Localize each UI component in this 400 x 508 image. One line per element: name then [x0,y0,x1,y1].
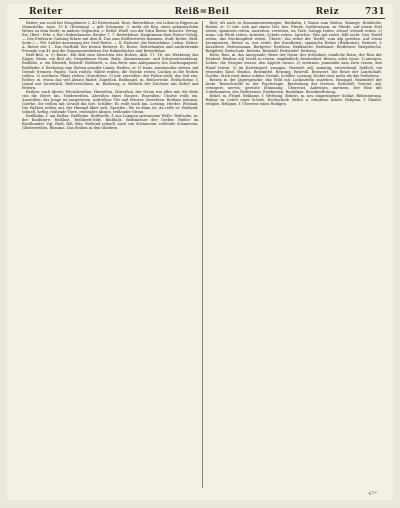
header-center-catchword: Reiß=Beil [174,7,230,17]
left-column [19,21,202,488]
right-column [202,21,386,488]
left-column-paragraph: Reiter; nur noch bei Neugebauer 2, 43 Reiterstand, Ross, Reiterfahne; ein Lehen in Rippen an Mannshöhe. Ausz. 15 b. (Hornung) — gelt Schanzen. 3. mehr als Reg. einer geharnischten Wehre zu dem Dorfe; in andern Gegenden; s. Rößel. Ehrfl. von der Stirn Reiter. Rosscht. Vertag. Sie. (Reit.: Frhr. v. Rw.) Bobenhausen: Bruder 7, 7: Reiterfahne; Hauptmann über Reiter-Gefolg. — Des Freiherrn Gattung führte mit dem R. Das zum Stellvertreter kommen. Stall.-Reiter. (Beil. Seite.) — Prf. Sattler-Anweisung der Graf Reiter. — II. Reiterei; die Reiterfahne. Lehen. Reiter: A. Reiter der 1.: Das Dorfbild. der fernen Reiterei. R.: Rosse, Reiterhaufen und nachreitende Freunde von 41 und die Dragonereinheiten der Hakenbüchse und Reiterfahne. [22,21,199,54]
left-column-paragraph: Reiß-Beil, n. 1) Bauw.: Ein Beil zum Zurichten des Holzes, Abb. 17. 18. ein Werkzeug das Sägen, Eisen, ein Beil als: Neugebauer Eisen: Rabe, Zimmermanns- und Schreinerwerkzeug. Reißblei, n. ein Bleistift, Rotstift. Reißbrett, n. das Brett zum Aufspannen des Zeichenpapiers. Reißfeder, f. Werkzeug zum Ziehen gerader Linien. Reißen, st. 1) trans. auseinander ziehen, mit Gewalt trennen: Papier, Tuch reißen; Nähte reißen; die Stricke rissen; Lücken in die Reihen reißen. 2) zeichnen: Pläne reißen, Grundrisse. 3) intr. zerreißen: der Faden reißt, das Seil riss. Reißer, m. etwas das viel Absatz findet; Zugstück. Reißnagel, m. Reißzwecke. Reißschiene, f. Lineal mit Querstück. Reißverschluss, m. Reißzeug, n. Besteck der Zeichner mit Zirkel und Federn. [22,53,199,90]
header-left-catchword: Reiter [29,7,63,17]
header-rule [19,18,385,19]
left-column-paragraph: Reißen: auch übertr. Fürsichreißen, Hinreißen, Mitreißen. der Strom riss alles mit; die Rede riss die Hörer hin. Niederreißen, Abreißen eines Hauses. Einreißen: Unsitte reißt ein. Ausreißen: der Junge ist ausgerissen. Aufreißen: Tür und Fenster. Zerreißen. Reißaus nehmen. Goethe: Sie reißen mit Gewalt ihn fort. Schiller: Es reißt mich hin. Lessing. Herder. Wieland. Die Wolken reißen auf, der Himmel klärt sich. Sprichw.: Wo es dünn ist, da reißt es. Reißend: schnell, heftig; reißende Tiere, reißender Absatz, reißender Strom. [22,89,199,115]
right-column-paragraph: Reit; oft auch in Zusammensetzungen. Reitbahn, f. Raum zum Reiten, Manege. Reitdecke. Reiten, st. 1) intr. sich auf einem Tier, bes. Pferde, fortbewegen: zu Pferde, auf einem Esel reiten; spazieren reiten, ausreiten, vorreiten; im Trab, Galopp reiten; scharf, schnell reiten. 2) trans. ein Pferd reiten, zureiten; Schule reiten. Sprichw.: Wer gut reitet, fällt nicht. Den Teufel reiten; das Steckenpferd reiten. Übertr.: ihn reitet der Teufel; vom Alp geritten. Auf etwas herumreiten. Reiter, m. wer reitet; der Kavallerist; spanische Reiter (Hindernis). Reiterei, f. Kavallerie. Reitersmann. Reitgerte. Reithose. Reitknecht. Reitkunst. Reitlehrer. Reitpeitsche. Reitpferd. Reitschule. Reitsitz. Reitstall. Reitstiefel. Reitweg. [205,21,382,54]
header-right-catchword: Reiz [315,7,339,17]
right-column-paragraph: Reizen in der Jägersprache: das Wild mit Lockmitteln anziehen. Reizjagd. Reizmittel der Ärzte. Reizschwelle in der Psychologie. Reizleitung der Nerven. Reizstoff. Gereizt, adj. verärgert, nervös; gereizte Stimmung. Überreizt. Aufreizen, anreizen. Der Reiz des Unbekannten, des Verbotenen. Reizhusten. Reizklima. Reizüberflutung. [205,77,382,94]
page-number: 731 [365,7,385,17]
printer-signature: 47* [368,491,377,497]
right-column-paragraph: Reitz, Reiz, m. das Anregende; Reize der Natur, der Schönheit; sinnliche Reize; der Reiz der Neuheit. Reizbar, adj. leicht zu reizen, empfindlich; Reizbarkeit. Reizen, schw. trans. 1) anregen, locken: die Neugier reizen, den Appetit reizen. 2) erzürnen: jemanden zum Zorn reizen, den Hund reizen. 3) im Kartenspiel: ansagen. Reizend, adj. anmutig, entzückend, lieblich; ein reizendes Kind. Reizlos. Reizmittel. Reizung. Reizvoll. Reizwort. Die Reize der Landschaft. Goethe: Mich reizt deine schöne Gestalt. Schiller. Lessing: Nichts reizt mehr als das Verbotene. [205,53,382,78]
text-columns [19,21,385,488]
left-column-paragraph: Reißbahn, f. am Ballon. Reißleine. Reißwolle, f. aus Lumpen gewonnene Wolle. Reißzahn, m. der Raubtiere. Reißlust. Reißbrett-Stift. Reißholz. Reißmesser der Gerber. Reißer im Buchhandel. Vgl. Rieß, Riß, Ritz. Reißend schnell, auch von Schmerzen: reißende Schmerzen, Gliederreißen, Rheuma. Das Reißen in den Gliedern. [22,114,199,131]
dictionary-page [7,4,393,500]
right-column-paragraph: Rekel, m. Flegel. Reklame, f. Werbung. Rekrut, m. neu eingezogener Soldat; Rekrutierung. Rektor, m. Leiter einer Schule, Hochschule. Relief, n. erhabene Arbeit. Religion, f. Glaube; religiös. Reliquie, f. Überrest eines Heiligen. [205,93,382,106]
